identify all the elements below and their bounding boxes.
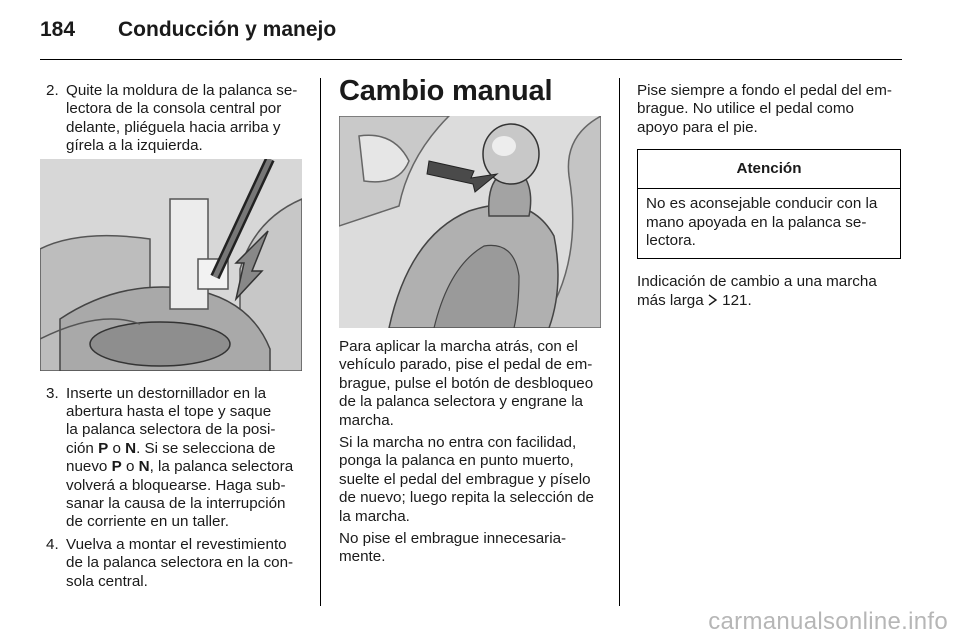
step-3 (40, 385, 304, 532)
notice-body: No es aconsejable conducir con la mano apoyada en la palanca se- lectora. (646, 195, 878, 250)
notice-box (637, 149, 901, 259)
step-line: ción P o N. Si se selecciona de (66, 439, 276, 457)
step-line: lectora de la consola central por (66, 100, 282, 118)
step-4 (40, 536, 304, 591)
column-right (637, 82, 903, 310)
step-line: delante, pliéguela hacia arriba y (66, 118, 281, 136)
column-middle (339, 74, 603, 567)
heading-manual-transmission: Cambio manual (339, 75, 553, 107)
section-title: Conducción y manejo (118, 18, 337, 41)
paragraph-clutch: No pise el embrague innecesaria- mente. (339, 530, 567, 566)
step-2 (40, 82, 304, 156)
gear-p: P (98, 439, 109, 457)
step-line: Inserte un destornillador en la (66, 384, 267, 402)
page-reference-link[interactable]: 121. (717, 291, 752, 309)
step-number: 3. (46, 384, 59, 402)
paragraph-reverse-gear: Para aplicar la marcha atrás, con el vehículo parado, pise el pedal de em- brague, pulse el botón de desbloqueo de la palanca selectora y engrane la marcha. (339, 338, 594, 429)
paragraph-clutch-pedal: Pise siempre a fondo el pedal del em- brague. No utilice el pedal como apoyo para el pie. (637, 82, 892, 136)
step-line: de corriente en un taller. (66, 513, 229, 531)
column-left (40, 82, 304, 591)
gear-p: P (111, 458, 122, 476)
notice-heading: Atención (638, 150, 900, 189)
gear-n: N (125, 439, 137, 457)
step-line: Quite la moldura de la palanca se- (66, 82, 298, 99)
step-line: nuevo P o N, la palanca selectora (66, 458, 294, 476)
step-line: Vuelva a montar el revestimiento (66, 535, 287, 553)
paragraph-gear-not-engaging: Si la marcha no entra con facilidad, ponga la palanca en punto muerto, suelte el pedal del embrague y píselo de nuevo; luego repita la selección de la marcha. (339, 434, 594, 525)
illustration-gear-knob (339, 116, 601, 328)
column-divider-2 (619, 78, 620, 606)
step-line: abertura hasta el tope y saque (66, 403, 272, 421)
header-rule (40, 59, 902, 60)
page-ref-arrow-icon[interactable] (708, 294, 718, 306)
step-line: volverá a bloquearse. Haga sub- (66, 476, 286, 494)
step-line: de la palanca selectora en la con- (66, 554, 294, 572)
page-number: 184 (40, 18, 76, 41)
page-header (40, 18, 902, 58)
illustration-screwdriver (40, 159, 302, 371)
step-number: 4. (46, 535, 59, 553)
step-line: sanar la causa de la interrupción (66, 495, 286, 513)
gear-n: N (138, 458, 150, 476)
step-number: 2. (46, 82, 59, 99)
paragraph-shift-indication: Indicación de cambio a una marcha más larga 121. (637, 273, 877, 309)
step-line: sola central. (66, 572, 148, 590)
column-divider-1 (320, 78, 321, 606)
watermark: carmanualsonline.info (708, 608, 948, 635)
step-line: la palanca selectora de la posi- (66, 421, 276, 439)
step-line: gírela a la izquierda. (66, 137, 203, 155)
